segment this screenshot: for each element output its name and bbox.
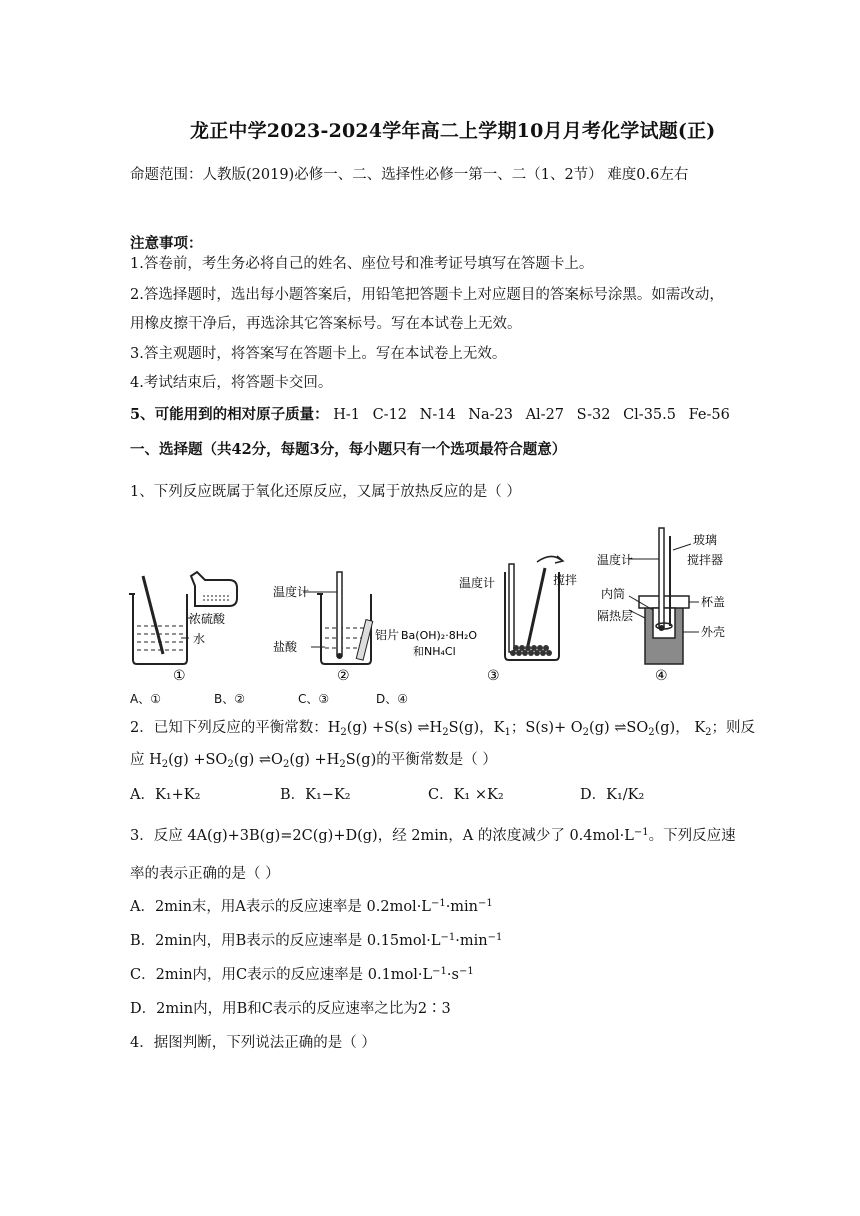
atomic-mass-values: H-1 C-12 N-14 Na-23 Al-27 S-32 Cl-35.5 Fe-56 [333,407,730,423]
atomic-mass-label: 5、可能用到的相对原子质量： [130,406,329,423]
q2-option-c: C．K₁ ×K₂ [428,787,504,803]
question-4-stem: 4．据图判断，下列说法正确的是（ ） [130,1035,376,1051]
fig4-glass-label-1: 玻璃 [693,533,718,547]
q3-option-d: D．2min内，用B和C表示的反应速率之比为2∶3 [130,1001,451,1017]
notice-item-1: 1.答卷前，考生务必将自己的姓名、座位号和准考证号填写在答题卡上。 [130,256,594,272]
fig3-number: ③ [487,668,500,684]
notice-item-2: 2.答选择题时，选出每小题答案后，用铅笔把答题卡上对应题目的答案标号涂黑。如需改动， [130,287,724,303]
fig2-number: ② [337,668,350,684]
fig2-al-label: 铝片 [375,628,400,642]
fig4-lid-label: 杯盖 [701,595,726,609]
question-3-stem-line-2: 率的表示正确的是（ ） [130,866,280,882]
fig4-thermometer-label: 温度计 [597,553,634,567]
notice-heading: 注意事项： [130,235,203,252]
question-1-figure [125,522,740,687]
fig3-thermometer-label: 温度计 [459,576,496,590]
fig4-number: ④ [655,668,668,684]
q1-option-a: A、① [130,692,161,706]
fig3-stir-label: 搅拌 [553,573,578,587]
q3-option-a-text: A．2min末，用A表示的反应速率是 [130,899,362,915]
question-2-stem-line-2: 应 $H_2(g) +SO_2(g)$ $\rightleftharpoons O_2(g) +H_2S(g)$的平衡常数是（ ） [130,752,497,770]
q2-option-a: A．K₁+K₂ [130,787,201,803]
figure-3-beaker [505,556,563,660]
question-2-stem-line-1: 2．已知下列反应的平衡常数：$H_2(g) +S(s)$ $\rightleftharpoons H_2S(g)$，$K_1$；$S(s)+ O_2(g)$ $\rightleftharpoons SO_2(g)$， $K_2$；则反 [130,720,756,738]
q3-option-a: A．2min末，用A表示的反应速率是 $0.2mol\cdot L^{-1}\cdot\min^{-1}$ [130,898,493,915]
fig3-reagent-line2: 和NH₄Cl [413,645,456,658]
exam-scope: 命题范围：人教版(2019)必修一、二、选择性必修一第一、二（1、2节） 难度0.6左右 [130,167,689,183]
q1-option-c: C、③ [298,692,330,706]
fig4-insulation-label: 隔热层 [597,609,634,623]
section-heading: 一、选择题（共42分，每题3分，每小题只有一个选项最符合题意） [130,441,567,458]
figure-2-beaker [303,572,373,664]
fig1-water-label: 水 [193,632,206,646]
notice-item-5 [130,403,730,424]
fig3-reagent-line1: Ba(OH)₂·8H₂O [401,629,478,642]
q3-option-b: B．2min内，用B表示的反应速率是 $0.15mol\cdot L^{-1}\cdot\min^{-1}$ [130,932,503,949]
notice-item-2-cont: 用橡皮擦干净后，再选涂其它答案标号。写在本试卷上无效。 [130,316,522,332]
q3-option-c: C．2min内，用C表示的反应速率是 $0.1mol\cdot L^{-1}\cdot s^{-1}$ [130,966,474,983]
exam-title: 龙正中学2023-2024学年高二上学期10月月考化学试题(正) [190,120,716,142]
q1-option-b: B、② [214,692,245,706]
question-3-stem-line-1: 3．反应 4A(g)+3B(g)=2C(g)+D(g)，经 2min，A 的浓度减少了 $0.4mol\cdot L^{-1}$。下列反应速 [130,827,736,844]
notice-item-3: 3.答主观题时，将答案写在答题卡上。写在本试卷上无效。 [130,346,507,362]
fig4-shell-label: 外壳 [701,625,726,639]
fig4-inner-label: 内筒 [601,587,626,601]
notice-item-4: 4.考试结束后，将答题卡交回。 [130,375,333,391]
fig2-hcl-label: 盐酸 [273,640,298,654]
q2-option-b: B．K₁−K₂ [280,787,351,803]
fig1-acid-label: 浓硫酸 [189,612,226,626]
q1-option-d: D、④ [376,692,408,706]
q2-option-d: D．K₁/K₂ [580,787,645,803]
fig4-glass-label-2: 搅拌器 [687,553,724,567]
fig1-number: ① [173,668,186,684]
figure-4-calorimeter [629,528,699,664]
q3-option-b-text: B．2min内，用B表示的反应速率是 [130,933,363,949]
question-1-stem: 1、下列反应既属于氧化还原反应，又属于放热反应的是（ ） [130,484,521,500]
q3-option-c-text: C．2min内，用C表示的反应速率是 [130,967,364,983]
fig2-thermometer-label: 温度计 [273,585,310,599]
